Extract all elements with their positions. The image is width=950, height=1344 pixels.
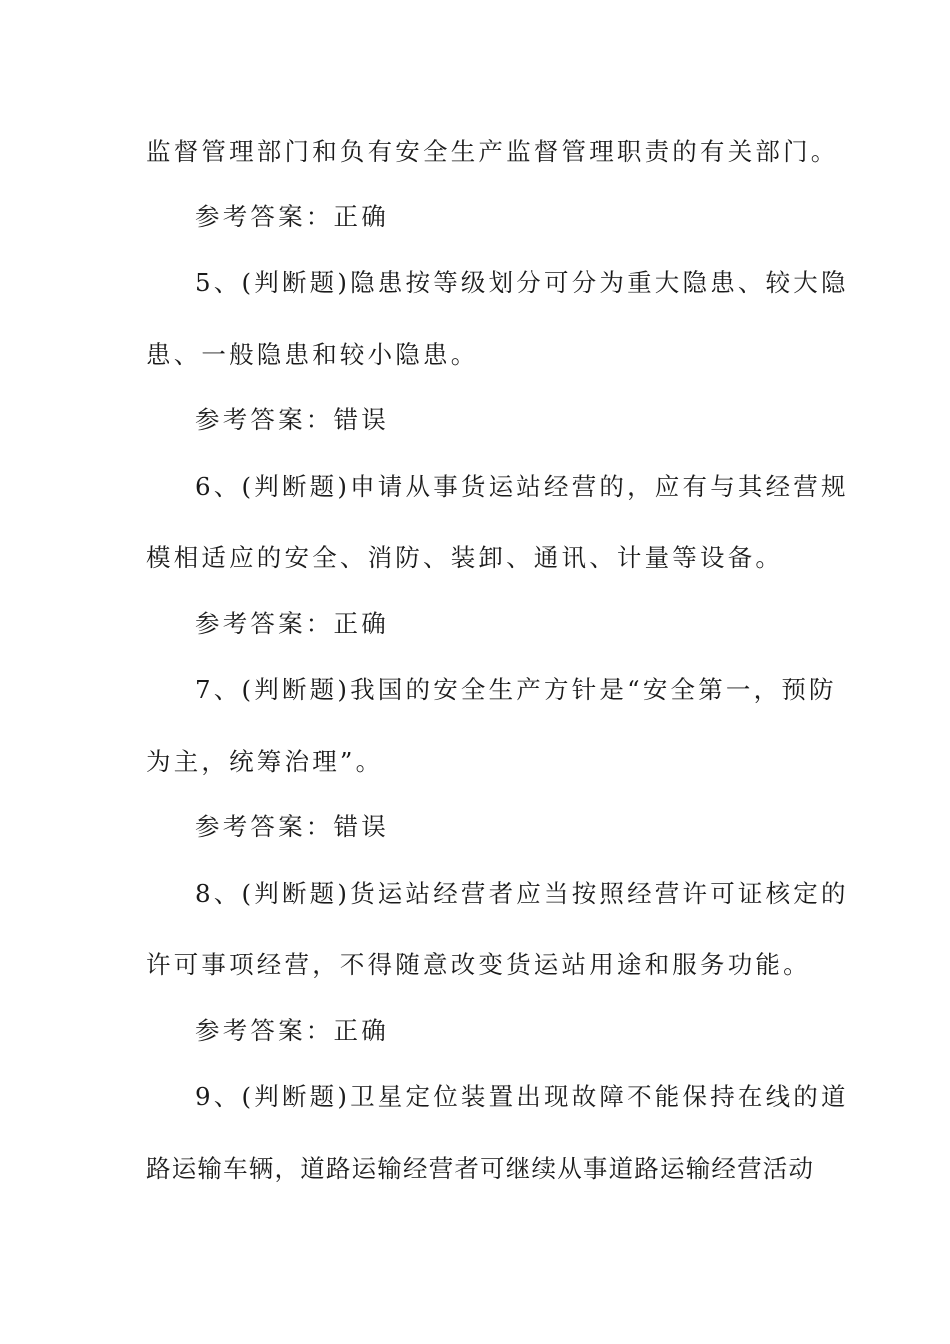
answer-line: 参考答案：错误 [195, 812, 389, 841]
text-line: 患、一般隐患和较小隐患。 [146, 340, 479, 369]
question-line: 7、(判断题)我国的安全生产方针是“安全第一，预防 [195, 675, 837, 704]
answer-line: 参考答案：正确 [195, 202, 389, 231]
question-line: 5、(判断题)隐患按等级划分可分为重大隐患、较大隐 [195, 268, 849, 297]
text-line: 监督管理部门和负有安全生产监督管理职责的有关部门。 [146, 137, 839, 166]
text-line: 路运输车辆，道路运输经营者可继续从事道路运输经营活动 [146, 1154, 815, 1183]
question-line: 9、(判断题)卫星定位装置出现故障不能保持在线的道 [195, 1082, 849, 1111]
question-line: 8、(判断题)货运站经营者应当按照经营许可证核定的 [195, 879, 849, 908]
text-line: 许可事项经营，不得随意改变货运站用途和服务功能。 [146, 950, 811, 979]
answer-line: 参考答案：错误 [195, 405, 389, 434]
question-line: 6、(判断题)申请从事货运站经营的，应有与其经营规 [195, 472, 849, 501]
text-line: 为主，统筹治理”。 [146, 747, 384, 776]
answer-line: 参考答案：正确 [195, 609, 389, 638]
answer-line: 参考答案：正确 [195, 1016, 389, 1045]
text-line: 模相适应的安全、消防、装卸、通讯、计量等设备。 [146, 543, 784, 572]
